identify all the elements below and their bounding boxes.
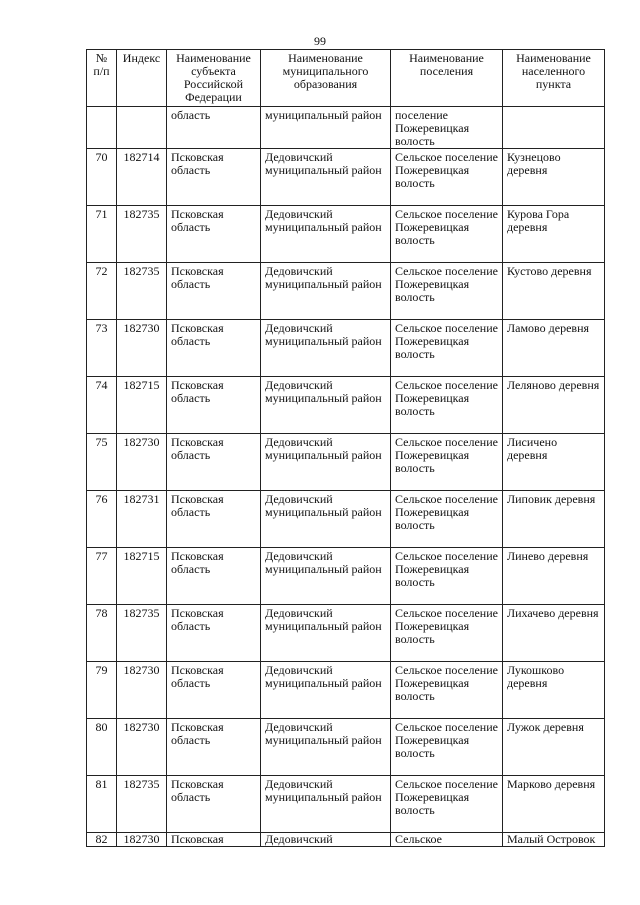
cell-subject: Псковская область xyxy=(167,776,261,833)
cell-municipality: Дедовичский муниципальный район xyxy=(261,491,391,548)
cell-index xyxy=(117,107,167,149)
cell-settlement: Сельское поселение Пожеревицкая волость xyxy=(391,377,503,434)
cell-municipality: Дедовичский муниципальный район xyxy=(261,605,391,662)
header-index: Индекс xyxy=(117,50,167,107)
cell-index: 182730 xyxy=(117,662,167,719)
cell-index: 182715 xyxy=(117,548,167,605)
cell-municipality: Дедовичский муниципальный район xyxy=(261,548,391,605)
header-num: № п/п xyxy=(87,50,117,107)
cell-subject: Псковская область xyxy=(167,320,261,377)
cell-index: 182735 xyxy=(117,206,167,263)
table-row xyxy=(87,491,605,548)
table-row xyxy=(87,719,605,776)
cell-num: 75 xyxy=(87,434,117,491)
cell-locality: Марково деревня xyxy=(503,776,605,833)
cell-subject: Псковская область xyxy=(167,206,261,263)
cell-municipality: Дедовичский муниципальный район xyxy=(261,662,391,719)
cell-subject: Псковская область xyxy=(167,149,261,206)
table-row xyxy=(87,662,605,719)
cell-settlement: Сельское xyxy=(391,833,503,847)
table-header-row xyxy=(87,50,605,107)
cell-settlement: Сельское поселение Пожеревицкая волость xyxy=(391,662,503,719)
cell-locality: Курова Гора деревня xyxy=(503,206,605,263)
table-row xyxy=(87,548,605,605)
cell-settlement: Сельское поселение Пожеревицкая волость xyxy=(391,206,503,263)
cell-index: 182715 xyxy=(117,377,167,434)
cell-num: 81 xyxy=(87,776,117,833)
cell-locality: Лисичено деревня xyxy=(503,434,605,491)
cell-settlement: Сельское поселение Пожеревицкая волость xyxy=(391,605,503,662)
settlements-table xyxy=(86,49,605,847)
cell-subject: Псковская область xyxy=(167,662,261,719)
cell-subject: Псковская область xyxy=(167,491,261,548)
cell-num: 80 xyxy=(87,719,117,776)
cell-index: 182730 xyxy=(117,833,167,847)
cell-index: 182735 xyxy=(117,776,167,833)
cell-locality: Кузнецово деревня xyxy=(503,149,605,206)
header-locality: Наименование населенного пункта xyxy=(503,50,605,107)
cell-num: 73 xyxy=(87,320,117,377)
cell-num: 71 xyxy=(87,206,117,263)
cell-locality: Малый Островок xyxy=(503,833,605,847)
cell-num: 74 xyxy=(87,377,117,434)
table-row xyxy=(87,320,605,377)
cell-num: 70 xyxy=(87,149,117,206)
cell-subject: Псковская область xyxy=(167,377,261,434)
cell-locality: Лихачево деревня xyxy=(503,605,605,662)
header-municipality: Наименование муниципального образования xyxy=(261,50,391,107)
cell-settlement: Сельское поселение Пожеревицкая волость xyxy=(391,149,503,206)
header-subject: Наименование субъекта Российской Федерации xyxy=(167,50,261,107)
cell-index: 182735 xyxy=(117,605,167,662)
header-settlement: Наименование поселения xyxy=(391,50,503,107)
cell-municipality: Дедовичский муниципальный район xyxy=(261,263,391,320)
cell-num: 77 xyxy=(87,548,117,605)
table-row xyxy=(87,377,605,434)
cell-locality: Леляново деревня xyxy=(503,377,605,434)
table-row xyxy=(87,263,605,320)
cell-locality: Лужок деревня xyxy=(503,719,605,776)
cell-subject: Псковская область xyxy=(167,434,261,491)
cell-settlement: Сельское поселение Пожеревицкая волость xyxy=(391,776,503,833)
cell-settlement: Сельское поселение Пожеревицкая волость xyxy=(391,434,503,491)
cell-index: 182735 xyxy=(117,263,167,320)
table-row-continuation xyxy=(87,107,605,149)
cell-settlement: Сельское поселение Пожеревицкая волость xyxy=(391,320,503,377)
cell-locality xyxy=(503,107,605,149)
cell-num: 72 xyxy=(87,263,117,320)
cell-settlement: Сельское поселение Пожеревицкая волость xyxy=(391,719,503,776)
cell-num: 82 xyxy=(87,833,117,847)
cell-num xyxy=(87,107,117,149)
cell-locality: Липовик деревня xyxy=(503,491,605,548)
cell-num: 76 xyxy=(87,491,117,548)
cell-num: 78 xyxy=(87,605,117,662)
table-row-partial xyxy=(87,833,605,847)
cell-settlement: Сельское поселение Пожеревицкая волость xyxy=(391,491,503,548)
cell-index: 182730 xyxy=(117,320,167,377)
cell-subject: область xyxy=(167,107,261,149)
cell-index: 182731 xyxy=(117,491,167,548)
table-row xyxy=(87,605,605,662)
cell-locality: Лукошково деревня xyxy=(503,662,605,719)
table-row xyxy=(87,206,605,263)
page-number: 99 xyxy=(314,34,326,48)
cell-subject: Псковская xyxy=(167,833,261,847)
cell-municipality: Дедовичский xyxy=(261,833,391,847)
cell-municipality: Дедовичский муниципальный район xyxy=(261,320,391,377)
cell-num: 79 xyxy=(87,662,117,719)
cell-settlement: Сельское поселение Пожеревицкая волость xyxy=(391,548,503,605)
cell-municipality: Дедовичский муниципальный район xyxy=(261,377,391,434)
cell-settlement: поселение Пожеревицкая волость xyxy=(391,107,503,149)
cell-locality: Кустово деревня xyxy=(503,263,605,320)
cell-locality: Линево деревня xyxy=(503,548,605,605)
cell-subject: Псковская область xyxy=(167,263,261,320)
cell-settlement: Сельское поселение Пожеревицкая волость xyxy=(391,263,503,320)
cell-subject: Псковская область xyxy=(167,719,261,776)
cell-municipality: Дедовичский муниципальный район xyxy=(261,719,391,776)
cell-municipality: муниципальный район xyxy=(261,107,391,149)
table-row xyxy=(87,434,605,491)
cell-index: 182730 xyxy=(117,434,167,491)
cell-subject: Псковская область xyxy=(167,548,261,605)
cell-subject: Псковская область xyxy=(167,605,261,662)
cell-municipality: Дедовичский муниципальный район xyxy=(261,206,391,263)
cell-index: 182714 xyxy=(117,149,167,206)
cell-municipality: Дедовичский муниципальный район xyxy=(261,149,391,206)
cell-locality: Ламово деревня xyxy=(503,320,605,377)
cell-municipality: Дедовичский муниципальный район xyxy=(261,776,391,833)
cell-index: 182730 xyxy=(117,719,167,776)
cell-municipality: Дедовичский муниципальный район xyxy=(261,434,391,491)
table-row xyxy=(87,776,605,833)
table-row xyxy=(87,149,605,206)
